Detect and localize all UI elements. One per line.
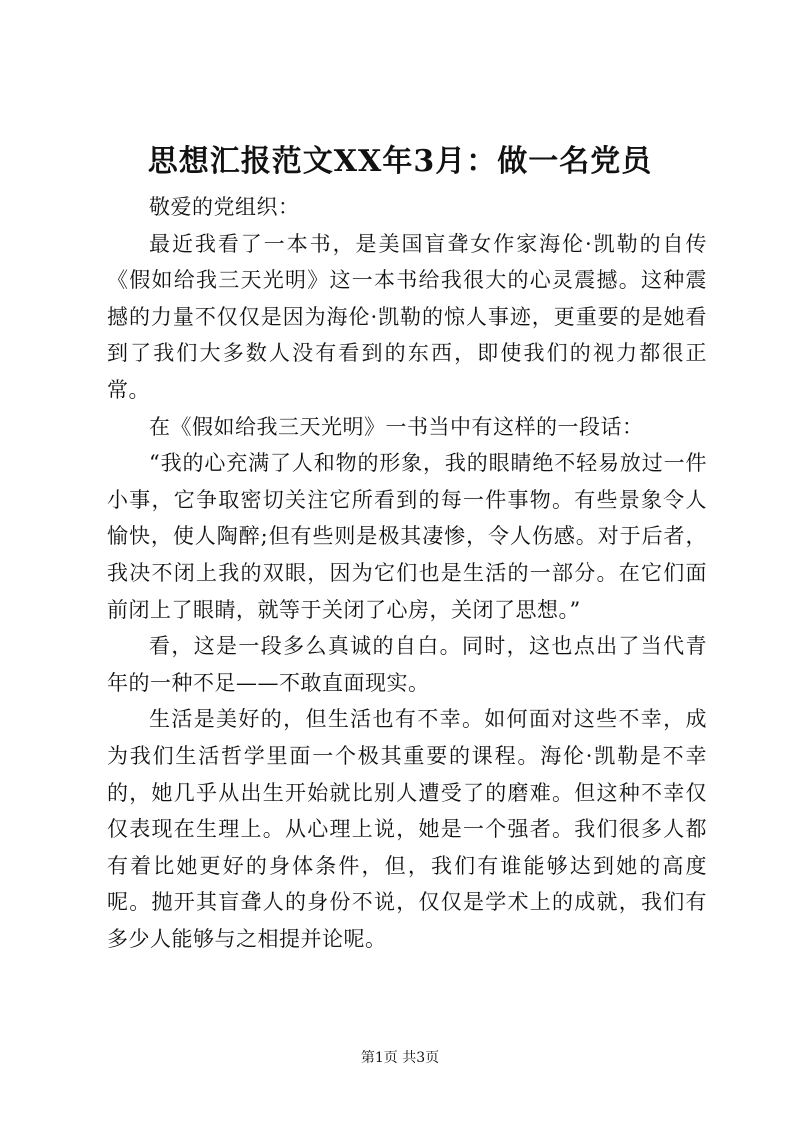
salutation: 敬爱的党组织： [149, 195, 300, 219]
body-paragraph: 最近我看了一本书，是美国盲聋女作家海伦·凯勒的自传《假如给我三天光明》这一本书给我很大的心灵震撼。这种震撼的力量不仅仅是因为海伦·凯勒的惊人事迹，更重要的是她看到了我们大多数人没有看到的东西，即使我们的视力都很正常。 [107, 231, 707, 402]
quote-paragraph: “我的心充满了人和物的形象，我的眼睛绝不轻易放过一件小事，它争取密切关注它所看到的每一件事物。有些景象令人愉快，使人陶醉;但有些则是极其凄惨，令人伤感。对于后者，我决不闭上我的双眼，因为它们也是生活的一部分。在它们面前闭上了眼睛，就等于关闭了心房，关闭了思想。” [107, 451, 707, 622]
body-paragraph: 生活是美好的，但生活也有不幸。如何面对这些不幸，成为我们生活哲学里面一个极其重要的课程。海伦·凯勒是不幸的，她几乎从出生开始就比别人遭受了的磨难。但这种不幸仅仅表现在生理上。从心理上说，她是一个强者。我们很多人都有着比她更好的身体条件，但，我们有谁能够达到她的高度呢。抛开其盲聋人的身份不说，仅仅是学术上的成就，我们有多少人能够与之相提并论呢。 [107, 707, 707, 951]
document-title: 思想汇报范文XX年3月：做一名党员 [147, 144, 653, 179]
body-paragraph: 看，这是一段多么真诚的自白。同时，这也点出了当代青年的一种不足——不敢直面现实。 [107, 634, 707, 695]
page-number-footer: 第1页 共3页 [360, 1050, 440, 1066]
document-body [107, 189, 707, 957]
body-paragraph: 在《假如给我三天光明》一书当中有这样的一段话： [149, 414, 644, 439]
